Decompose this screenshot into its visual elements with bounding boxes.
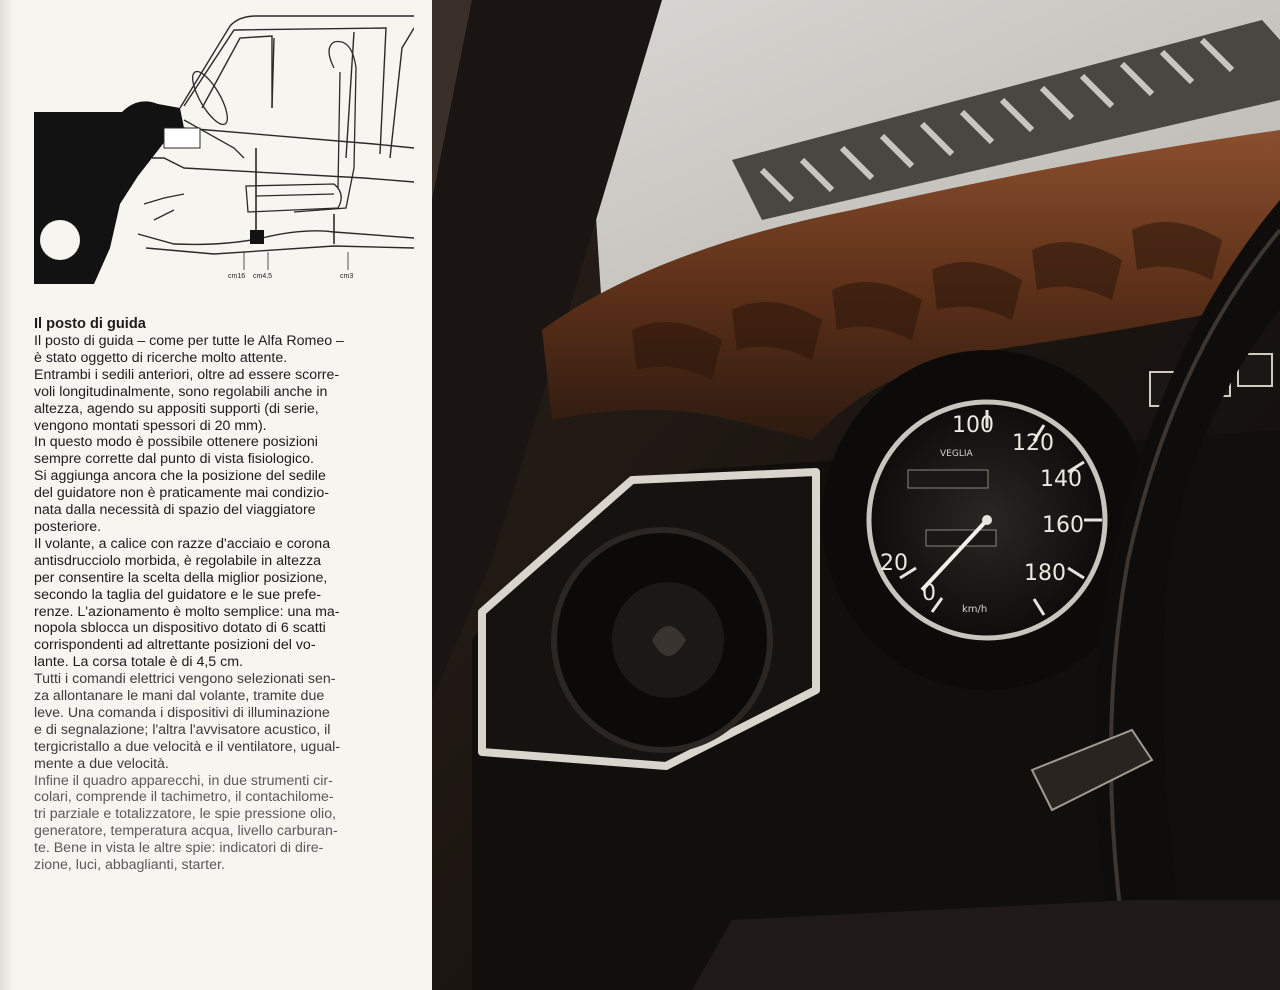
- article-paragraph-6: Infine il quadro apparecchi, in due strumenti cir- colari, comprende il tachimetro, il contachilome- tri parziale e totalizzatore, le spie pressione olio, generatore, temperatura acqua, livello carburan- te. Bene in vista le altre spie: indicatori di dire- zione, luci, abbaglianti, starter.: [34, 772, 338, 874]
- article-paragraph-5: Tutti i comandi elettrici vengono selezionati sen- za allontanare le mani dal volante, tramite due leve. Una comanda i dispositivi di illuminazione e di segnalazione; l'altra l'avvisatore acustico, il tergicristallo a due velocità e il ventilatore, ugual- mente a due velocità.: [34, 671, 340, 772]
- dimension-label-cm3: cm3: [340, 273, 354, 280]
- article-paragraph-2: Entrambi i sedili anteriori, oltre ad essere scorre- voli longitudinalmente, sono regolabili anche in altezza, agendo su appositi supporti (di serie, vengono montati spessori di 20 mm).: [34, 366, 340, 434]
- driver-seat-diagram: [34, 8, 414, 284]
- page-edge-shadow: [0, 0, 14, 990]
- article-paragraph-4: Il volante, a calice con razze d'acciaio e corona antisdrucciolo morbida, è regolabile in altezza per consentire la scelta della miglior posizione, secondo la taglia del guidatore e le sue prefe- renze. L'azionamento è molto semplice: una ma- nopola sblocca un dispositivo dotato di 6 scatti corrispondenti ad altrettante posizioni del vo- lante. La corsa totale è di 4,5 cm.: [34, 535, 340, 671]
- diagram-seat: [246, 42, 356, 212]
- odometer-total: [908, 470, 988, 488]
- speedometer-label-180: 180: [1024, 561, 1066, 586]
- dashboard-photo: [432, 0, 1280, 990]
- odometer-trip: [926, 530, 996, 546]
- speedometer-label-140: 140: [1040, 467, 1082, 492]
- dimension-label-cm16: cm16: [228, 273, 246, 280]
- article-text: [34, 316, 412, 874]
- speedometer-label-20: 20: [880, 551, 908, 576]
- dimension-label-cm45: cm4,5: [253, 273, 273, 280]
- speedometer-label-0: 0: [922, 581, 936, 606]
- speedometer-brand: VEGLIA: [940, 449, 973, 459]
- speedometer-label-100: 100: [952, 413, 994, 438]
- left-page: [0, 0, 432, 990]
- speedometer-unit: km/h: [962, 604, 988, 615]
- speedometer-label-160: 160: [1042, 513, 1084, 538]
- article-paragraph-3: In questo modo è possibile ottenere posizioni sempre corrette dal punto di vista fisiologico. Si aggiunga ancora che la posizione del sedile del guidatore non è praticamente mai condizio- nata dalla necessità di spazio del viaggiatore posteriore.: [34, 434, 329, 535]
- speedometer-label-120: 120: [1012, 431, 1054, 456]
- article-paragraph-1: Il posto di guida – come per tutte le Alfa Romeo – è stato oggetto di ricerche molto attente.: [34, 333, 344, 366]
- diagram-dimension-lines: [244, 252, 348, 270]
- article-heading: Il posto di guida: [34, 316, 146, 332]
- dashboard-illustration: [432, 0, 1280, 990]
- diagram-seat-spacer-block: [250, 230, 264, 244]
